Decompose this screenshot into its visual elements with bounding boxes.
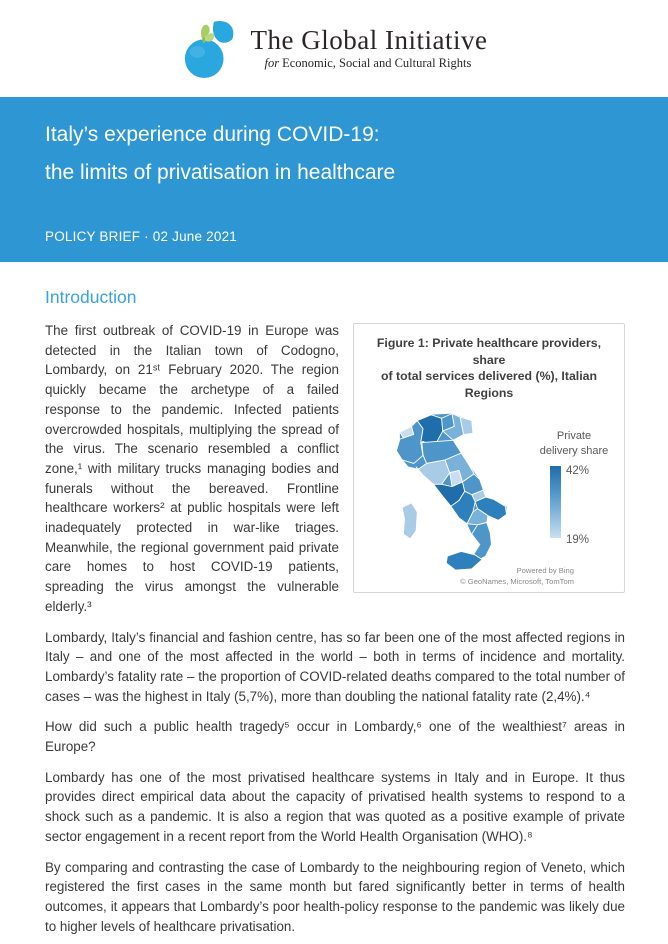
org-tagline-lead: for	[264, 56, 280, 71]
page-header	[0, 0, 668, 97]
legend-gradient-bar	[550, 466, 561, 538]
intro-paragraph-4: Lombardy has one of the most privatised healthcare systems in Italy and in Europe. It thus provides direct empirical data about the capacity of privatised health systems to respond to a shock such as a pandemic. It is also a region that was quoted as a positive example of private sector engagement in a recent report from the World Health Organisation (WHO).⁸	[45, 769, 625, 844]
map-attribution-line2: © GeoNames, Microsoft, TomTom	[460, 577, 574, 587]
org-tagline-rest: Economic, Social and Cultural Rights	[282, 56, 472, 71]
italy-map-svg	[386, 409, 508, 577]
global-initiative-logo-icon	[181, 18, 239, 80]
map-legend	[532, 409, 616, 577]
org-name: The Global Initiative	[250, 24, 488, 55]
section-heading-introduction: Introduction	[45, 287, 137, 307]
document-title-line1: Italy’s experience during COVID-19:	[45, 123, 380, 146]
figure-1-private-healthcare-map	[353, 323, 625, 593]
document-title-line2: the limits of privatisation in healthcare	[45, 161, 396, 184]
logo-text	[251, 26, 488, 71]
intro-paragraph-5: By comparing and contrasting the case of Lombardy to the neighbouring region of Veneto, which registered the first cases in the same month but fared significantly better in terms of health outcomes, it appears that Lombardy’s poor health-policy response to the pandemic was likely due to higher levels of healthcare privatisation.	[45, 859, 625, 934]
intro-paragraph-1: The first outbreak of COVID-19 in Europe was detected in the Italian town of Codogno, Lombardy, on 21ˢᵗ February 2020. The region quickly became the archetype of a failed response to the pandemic. Infected patients overcrowded hospitals, multiplying the spread of the virus. The scenario resembled a conflict zone,¹ with military trucks managing bodies and funerals without the bereaved. Frontline healthcare workers² at public hospitals were left inadequately protected in war-like triages. Meanwhile, the regional government paid private care homes to host COVID-19 patients, spreading the virus amongst the vulnerable elderly.³	[45, 323, 339, 614]
figure-caption	[362, 335, 616, 401]
org-tagline	[251, 56, 488, 71]
intro-paragraph-2: Lombardy, Italy’s financial and fashion centre, has so far been one of the most affected regions in Italy – and one of the most affected in the world – both in terms of incidence and mortality. Lombardy’s fatality rate – the proportion of COVID-related deaths compared to the total number of cases – was the highest in Italy (5,7%), more than doubling the national fatality rate (2,4%).⁴	[45, 629, 625, 704]
intro-paragraph-3: How did such a public health tragedy⁵ occur in Lombardy,⁶ one of the wealthiest⁷ areas in Europe?	[45, 719, 625, 755]
figure-caption-line2: of total services delivered (%), Italian Regions	[381, 369, 597, 400]
legend-max-label: 42%	[566, 464, 590, 477]
policy-brief-date: POLICY BRIEF · 02 June 2021	[45, 229, 238, 244]
map-attribution-line1: Powered by Bing	[516, 566, 574, 576]
italy-choropleth-map	[362, 409, 532, 577]
document-body	[0, 262, 668, 936]
legend-title-line2: delivery share	[539, 444, 609, 457]
map-region-sardinia	[402, 503, 417, 539]
title-banner	[0, 97, 668, 262]
legend-title-line1: Private	[556, 430, 592, 443]
figure-caption-line1: Figure 1: Private healthcare providers, share	[376, 336, 602, 367]
legend-min-label: 19%	[566, 533, 590, 546]
